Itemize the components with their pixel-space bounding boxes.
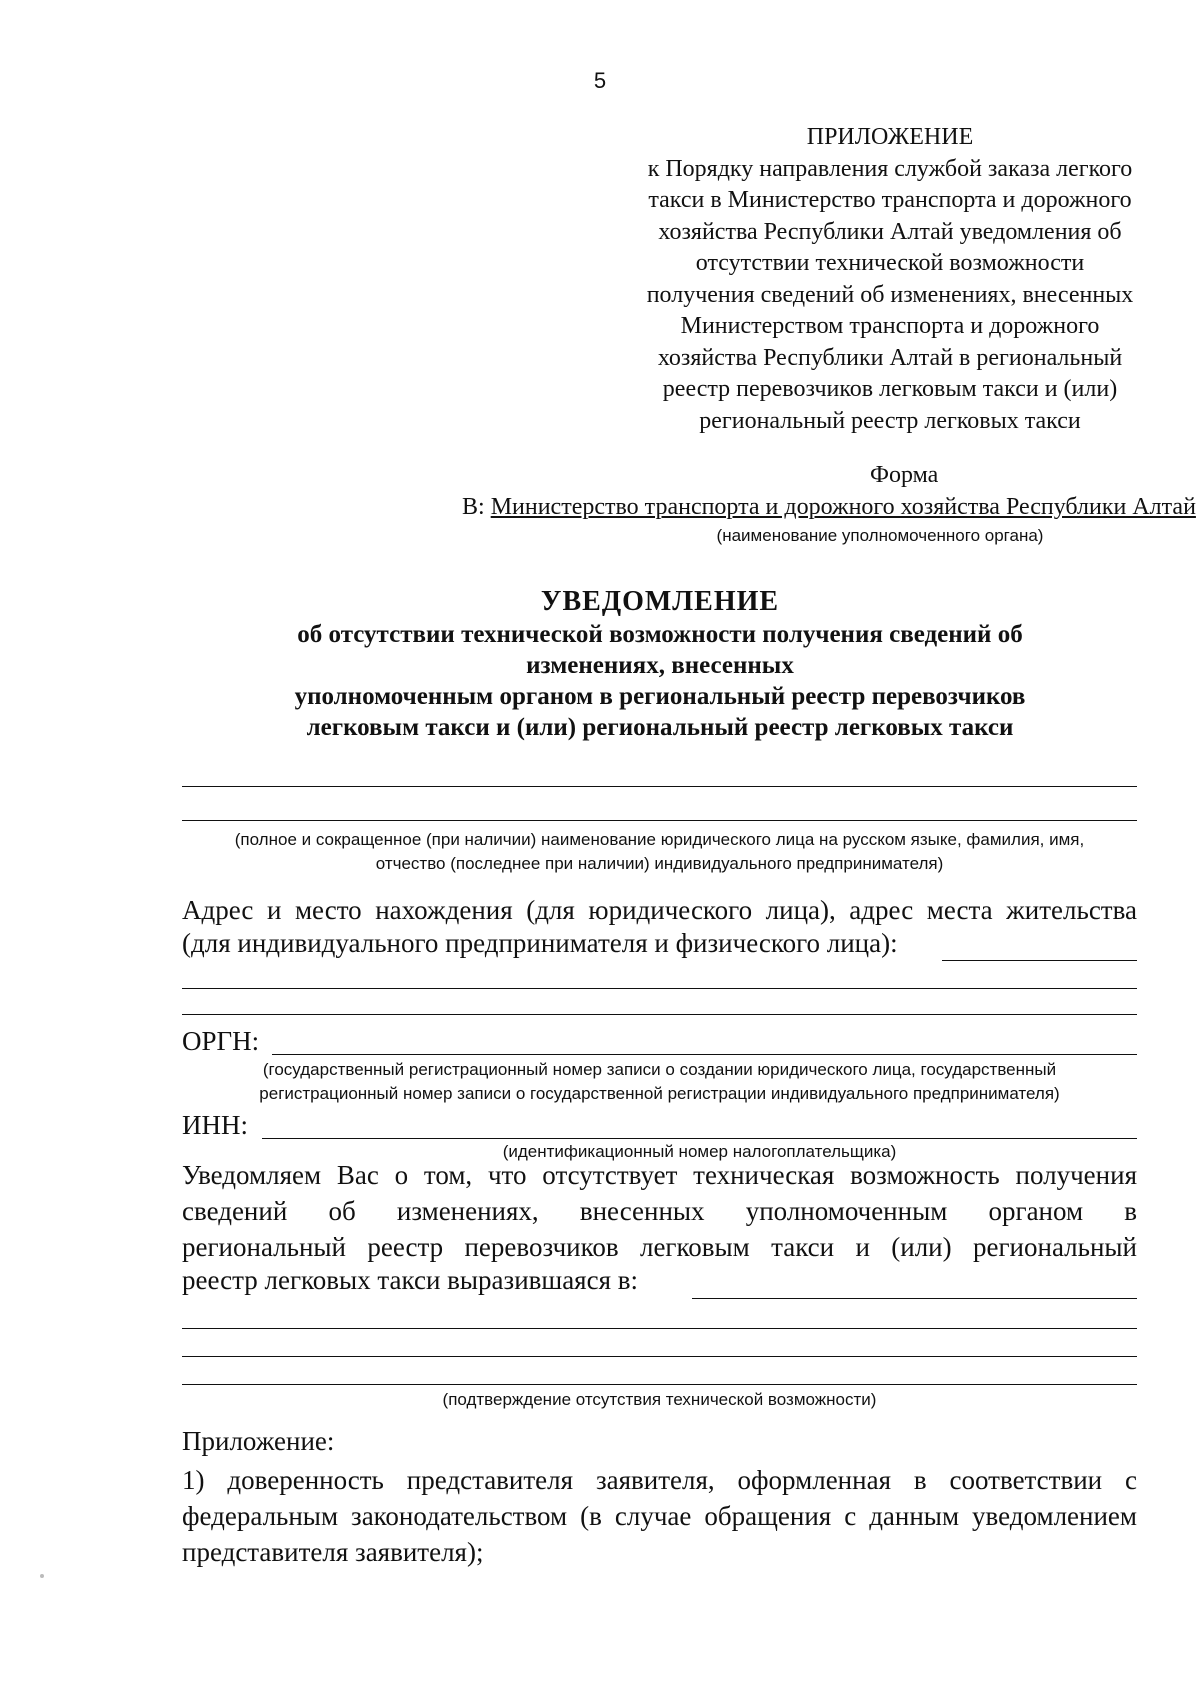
scan-dot: [40, 1574, 44, 1578]
notify-line: региональный реестр перевозчиков легковым такси и (или) региональный: [182, 1232, 1137, 1262]
notice-subtitle-line: изменениях, внесенных: [526, 652, 794, 679]
appendix-line: получения сведений об изменениях, внесенных: [646, 281, 1134, 308]
reason-field-line[interactable]: [182, 1328, 1137, 1329]
appendix-line: региональный реестр легковых такси: [699, 407, 1081, 434]
notice-subtitle-line: легковым такси и (или) региональный реестр легковых такси: [306, 714, 1014, 741]
appendix-line: реестр перевозчиков легковым такси и (или): [662, 376, 1118, 402]
attachment-line: 1) доверенность представителя заявителя, оформленная в соответствии с: [182, 1465, 1137, 1495]
notice-subtitle-line: уполномоченным органом в региональный реестр перевозчиков: [294, 683, 1026, 710]
address-field-line[interactable]: [942, 960, 1137, 961]
applicant-caption-line: отчество (последнее при наличии) индивидуального предпринимателя): [375, 854, 944, 873]
ogrn-caption-line: регистрационный номер записи о государственной регистрации индивидуального предпринимателя): [259, 1084, 1060, 1103]
reason-field-line[interactable]: [692, 1298, 1137, 1299]
page-number: 5: [593, 68, 607, 93]
appendix-line: хозяйства Республики Алтай уведомления об: [658, 218, 1122, 245]
attachment-line: представителя заявителя);: [182, 1537, 484, 1567]
ogrn-caption: [182, 1058, 1137, 1106]
appendix-line: хозяйства Республики Алтай в региональный: [657, 344, 1123, 371]
recipient-organization: Министерство транспорта и дорожного хозяйства Республики Алтай: [490, 494, 1196, 520]
appendix-header: [620, 122, 1160, 437]
attachment-line: федеральным законодательством (в случае обращения с данным уведомлением: [182, 1501, 1137, 1531]
notify-paragraph: [182, 1157, 1137, 1265]
applicant-name-field-line[interactable]: [182, 820, 1137, 821]
appendix-line: такси в Министерство транспорта и дорожного: [648, 187, 1132, 213]
reason-field-line[interactable]: [182, 1384, 1137, 1385]
address-line: Адрес и место нахождения (для юридического лица), адрес места жительства: [182, 895, 1137, 925]
notify-line: реестр легковых такси выразившаяся в:: [182, 1265, 638, 1295]
notify-line: сведений об изменениях, внесенных уполномоченным органом в: [182, 1196, 1137, 1226]
notice-subtitle-line: об отсутствии технической возможности получения сведений об: [297, 621, 1023, 648]
address-field-line[interactable]: [182, 1014, 1137, 1015]
appendix-title: ПРИЛОЖЕНИЕ: [806, 124, 974, 150]
address-text: [182, 892, 1137, 928]
appendix-line: отсутствии технической возможности: [695, 250, 1085, 276]
address-field-line[interactable]: [182, 988, 1137, 989]
applicant-caption-line: (полное и сокращенное (при наличии) наименование юридического лица на русском языке, фамилия, имя,: [234, 830, 1085, 849]
ogrn-caption-line: (государственный регистрационный номер записи о создании юридического лица, государственный: [262, 1060, 1057, 1079]
appendix-line: к Порядку направления службой заказа легкого: [647, 155, 1133, 182]
appendix-line: Министерством транспорта и дорожного: [680, 313, 1100, 339]
applicant-caption: [182, 828, 1137, 876]
recipient-prefix: В:: [462, 494, 485, 520]
attachment-item: [182, 1462, 1137, 1570]
ogrn-label: ОРГН:: [182, 1026, 260, 1056]
notice-heading: [180, 586, 1140, 743]
inn-field-line[interactable]: [262, 1138, 1137, 1139]
notice-title: УВЕДОМЛЕНИЕ: [540, 586, 780, 617]
form-label: Форма: [870, 462, 939, 488]
attachments-title: Приложение:: [182, 1426, 335, 1456]
ogrn-field-line[interactable]: [272, 1054, 1137, 1055]
recipient-line: [462, 494, 1196, 521]
applicant-name-field-line[interactable]: [182, 786, 1137, 787]
inn-label: ИНН:: [182, 1110, 248, 1140]
address-line: (для индивидуального предпринимателя и физического лица):: [182, 928, 898, 958]
recipient-caption: (наименование уполномоченного органа): [716, 526, 1044, 545]
reason-field-line[interactable]: [182, 1356, 1137, 1357]
inn-caption: (идентификационный номер налогоплательщика): [502, 1142, 897, 1161]
notify-line: Уведомляем Вас о том, что отсутствует техническая возможность получения: [182, 1160, 1137, 1190]
reason-caption: (подтверждение отсутствия технической возможности): [442, 1390, 877, 1409]
